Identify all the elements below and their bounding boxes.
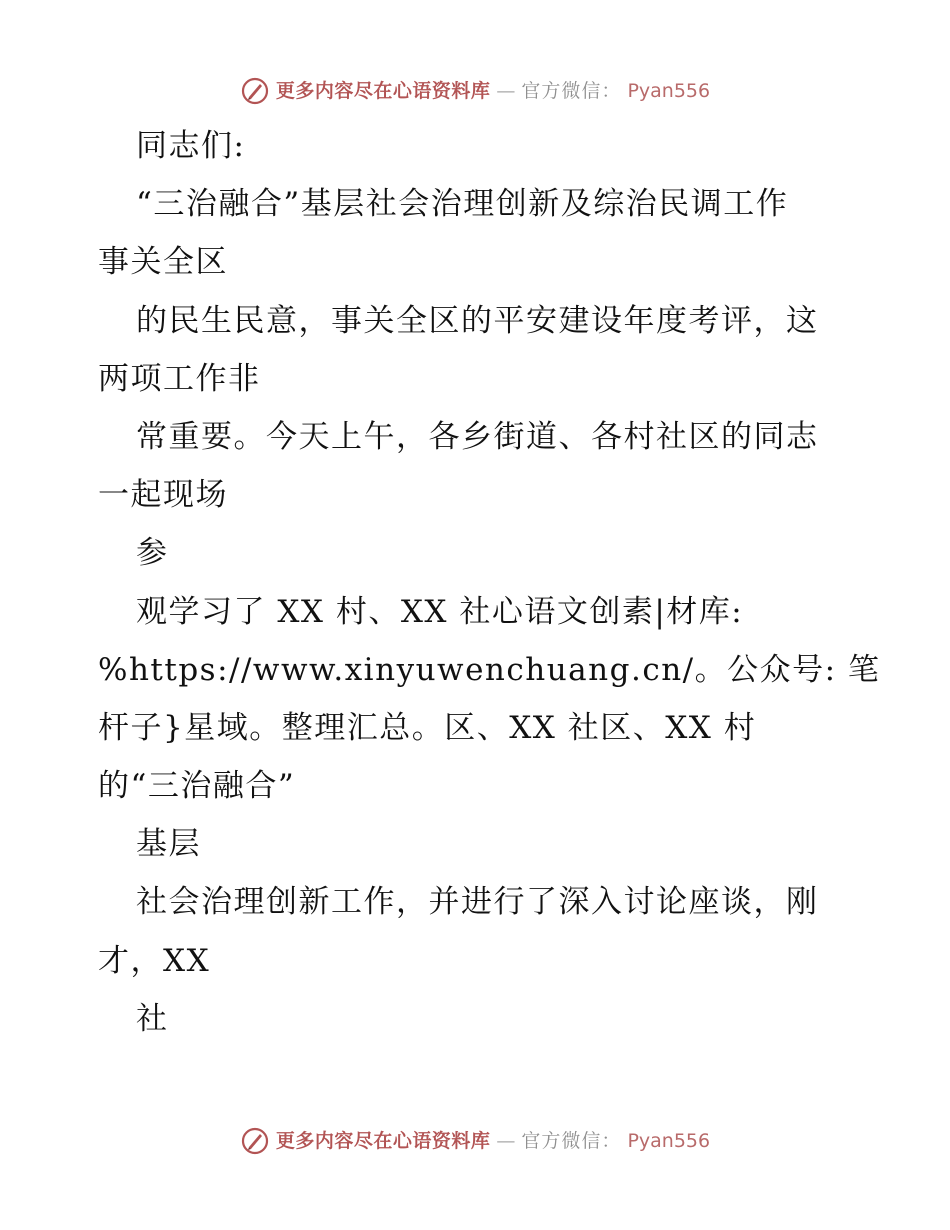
watermark-header: [0, 76, 950, 106]
document-body: [98, 126, 881, 1057]
body-line-13: 基层: [136, 826, 201, 863]
body-line-7: 一起现场: [98, 477, 228, 514]
watermark-wechat-label: 官方微信：: [521, 80, 622, 102]
watermark-footer: [0, 1126, 950, 1156]
quill-logo-icon: [240, 76, 270, 106]
body-line-4: 的民生民意，事关全区的平安建设年度考评，这: [136, 302, 819, 339]
body-line-8: 参: [136, 535, 169, 572]
body-line-12: 的“三治融合”: [98, 768, 296, 805]
watermark-separator: —: [496, 80, 516, 102]
body-line-5: 两项工作非: [98, 360, 261, 397]
body-line-11: 杆子}星域。整理汇总。区、XX 社区、XX 村: [98, 709, 757, 746]
body-line-16: 社: [136, 1000, 169, 1037]
body-line-14: 社会治理创新工作，并进行了深入讨论座谈，刚: [136, 884, 819, 921]
body-line-6: 常重要。今天上午，各乡街道、各村社区的同志: [136, 418, 819, 455]
body-line-3: 事关全区: [98, 244, 228, 281]
watermark-handle: Pyan556: [627, 1130, 711, 1152]
body-line-2: “三治融合”基层社会治理创新及综治民调工作: [136, 186, 789, 223]
body-line-1: 同志们:: [136, 128, 246, 164]
body-line-10: %https://www.xinyuwenchuang.cn/。公众号: 笔: [98, 651, 881, 688]
watermark-brand: 更多内容尽在心语资料库: [275, 1130, 491, 1152]
watermark-wechat-label: 官方微信：: [521, 1130, 622, 1152]
body-line-9: 观学习了 XX 村、XX 社心语文创素|材库:: [136, 593, 744, 630]
watermark-brand: 更多内容尽在心语资料库: [275, 80, 491, 102]
body-line-15: 才，XX: [98, 942, 211, 979]
quill-logo-icon: [240, 1126, 270, 1156]
watermark-separator: —: [496, 1130, 516, 1152]
watermark-handle: Pyan556: [627, 80, 711, 102]
